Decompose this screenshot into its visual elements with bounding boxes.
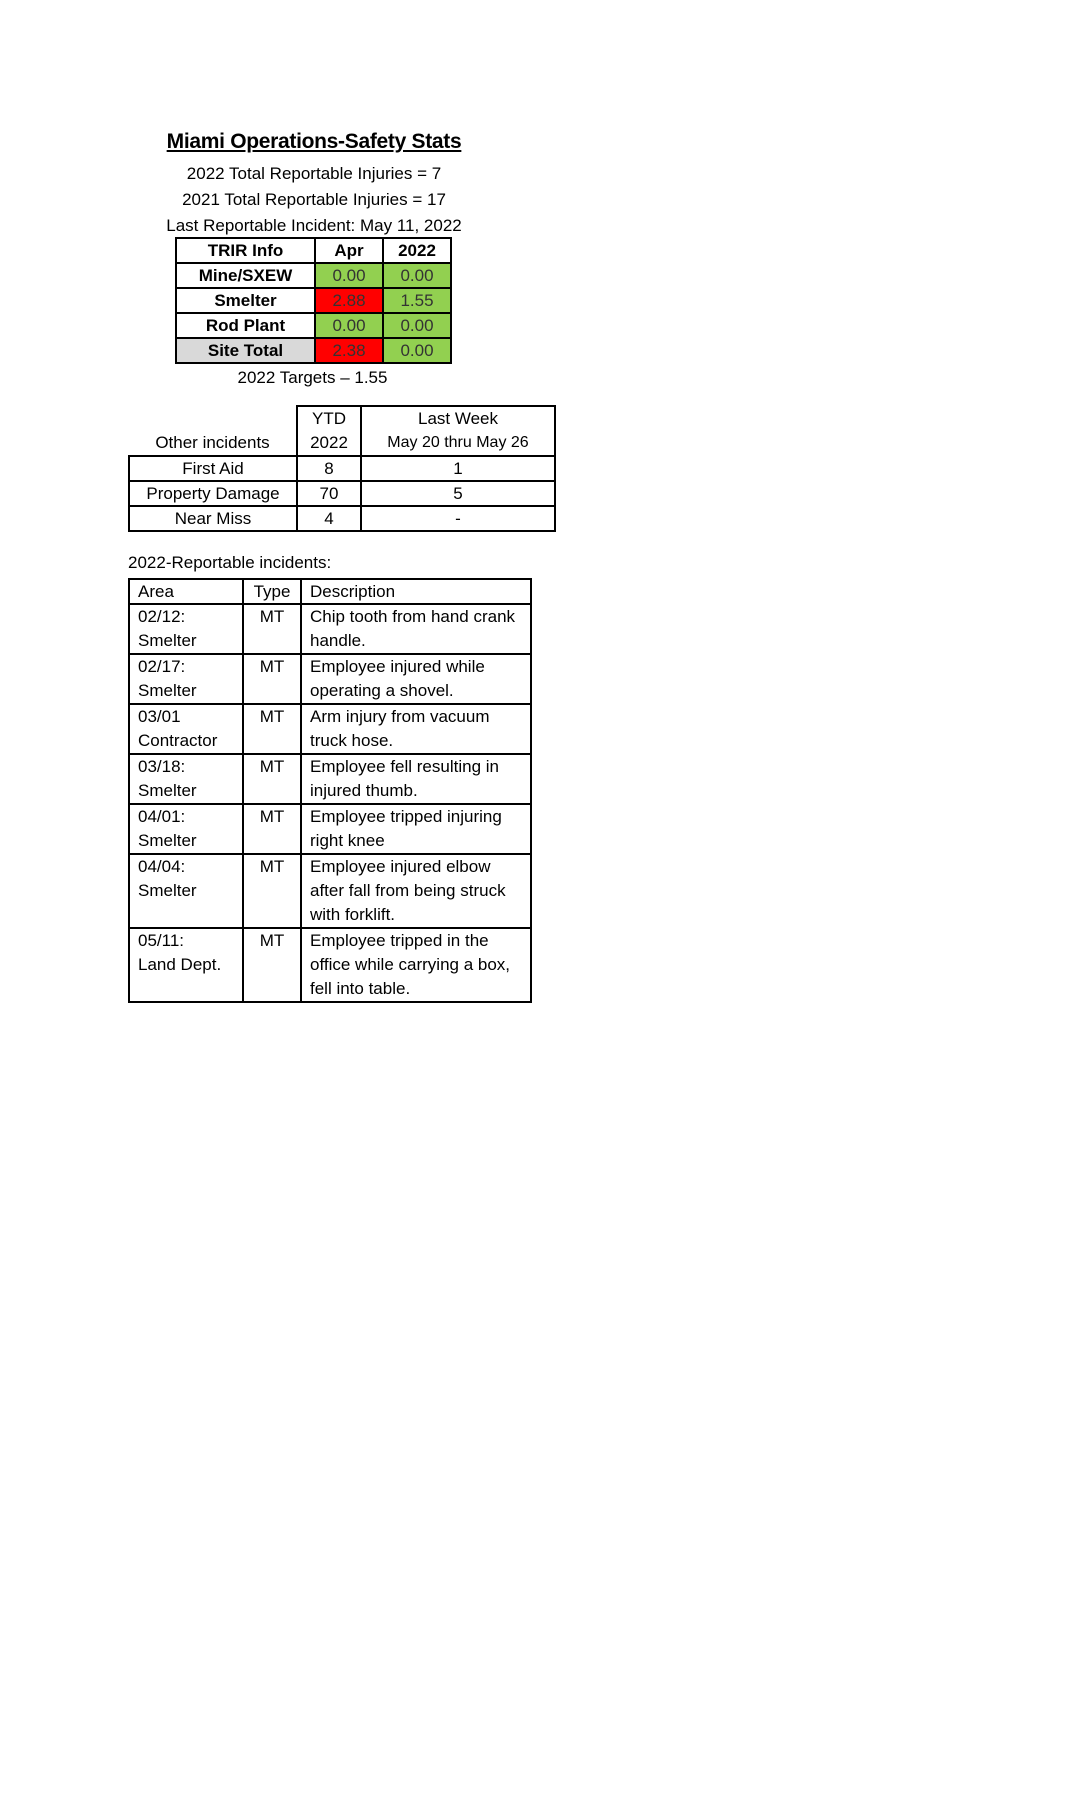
incident-description: Employee fell resulting in injured thumb. [301,754,531,804]
other-incidents-ytd-header [297,406,361,456]
trir-apr-value: 0.00 [315,263,383,288]
incident-description: Employee tripped in the office while carrying a box, fell into table. [301,928,531,1002]
incident-type: MT [243,604,301,654]
incident-type: MT [243,804,301,854]
incident-location: Smelter [138,831,197,850]
ytd-header-line2: 2022 [310,433,348,452]
incident-type: MT [243,928,301,1002]
trir-ytd-value: 0.00 [383,338,451,363]
last-incident: Last Reportable Incident: May 11, 2022 [166,216,462,235]
trir-ytd-value: 0.00 [383,313,451,338]
incident-type: MT [243,854,301,928]
incident-week: 1 [361,456,555,481]
incident-location: Land Dept. [138,955,222,974]
reportable-row [129,654,531,704]
incident-week: - [361,506,555,531]
trir-header-info: TRIR Info [176,238,315,263]
total-injuries-2021: 2021 Total Reportable Injuries = 17 [182,190,446,209]
incident-type: Near Miss [129,506,297,531]
incident-area [129,604,243,654]
reportable-heading: 2022-Reportable incidents: [128,553,332,572]
week-header-line2: May 20 thru May 26 [387,434,529,451]
incident-description: Employee injured while operating a shovel. [301,654,531,704]
incident-area [129,654,243,704]
reportable-row [129,604,531,654]
incident-type: MT [243,654,301,704]
incident-type: Property Damage [129,481,297,506]
incident-area [129,928,243,1002]
incident-description: Arm injury from vacuum truck hose. [301,704,531,754]
trir-row [176,263,451,288]
incident-location: Contractor [138,731,218,750]
incident-description: Chip tooth from hand crank handle. [301,604,531,654]
reportable-row [129,704,531,754]
reportable-row [129,754,531,804]
trir-row-label: Smelter [176,288,315,313]
reportable-header-row [129,579,531,604]
trir-ytd-value: 1.55 [383,288,451,313]
week-header-line1: Last Week [417,409,498,428]
trir-header-row [176,238,451,263]
incident-ytd: 70 [297,481,361,506]
incident-type: MT [243,704,301,754]
trir-apr-value: 0.00 [315,313,383,338]
incident-area [129,704,243,754]
other-incidents-row [129,481,555,506]
page-title: Miami Operations-Safety Stats [166,130,462,153]
incident-ytd: 4 [297,506,361,531]
other-incidents-table [128,405,556,532]
incident-date: 05/11: [138,931,185,950]
incident-description: Employee injured elbow after fall from being struck with forklift. [301,854,531,928]
trir-header-apr: Apr [315,238,383,263]
trir-row-label: Rod Plant [176,313,315,338]
incident-location: Smelter [138,781,197,800]
incident-area [129,804,243,854]
reportable-incidents-table [128,578,532,1003]
reportable-row [129,804,531,854]
trir-apr-value: 2.88 [315,288,383,313]
trir-row [176,288,451,313]
other-incidents-row [129,506,555,531]
incident-area [129,854,243,928]
trir-header-2022: 2022 [383,238,451,263]
trir-apr-value: 2.38 [315,338,383,363]
total-injuries-2022: 2022 Total Reportable Injuries = 7 [186,164,442,183]
incident-date: 02/12: [138,607,186,626]
reportable-header-type: Type [243,579,301,604]
trir-row [176,313,451,338]
incident-ytd: 8 [297,456,361,481]
reportable-row [129,928,531,1002]
other-incidents-label: Other incidents [129,406,297,456]
trir-row-site-total [176,338,451,363]
incident-location: Smelter [138,881,197,900]
trir-row-label: Mine/SXEW [176,263,315,288]
incident-type: First Aid [129,456,297,481]
incident-location: Smelter [138,681,197,700]
incident-area [129,754,243,804]
incident-date: 03/18: [138,757,186,776]
incident-date: 03/01 [138,707,181,726]
other-incidents-week-header [361,406,555,456]
trir-table [175,237,452,364]
incident-week: 5 [361,481,555,506]
incident-location: Smelter [138,631,197,650]
incident-date: 04/04: [138,857,186,876]
reportable-header-description: Description [301,579,531,604]
trir-targets: 2022 Targets – 1.55 [237,368,388,387]
incident-date: 02/17: [138,657,186,676]
trir-ytd-value: 0.00 [383,263,451,288]
incident-date: 04/01: [138,807,186,826]
trir-row-label: Site Total [176,338,315,363]
other-incidents-header-row [129,406,555,456]
other-incidents-row [129,456,555,481]
ytd-header-line1: YTD [312,409,346,428]
incident-type: MT [243,754,301,804]
reportable-row [129,854,531,928]
incident-description: Employee tripped injuring right knee [301,804,531,854]
reportable-header-area: Area [129,579,243,604]
